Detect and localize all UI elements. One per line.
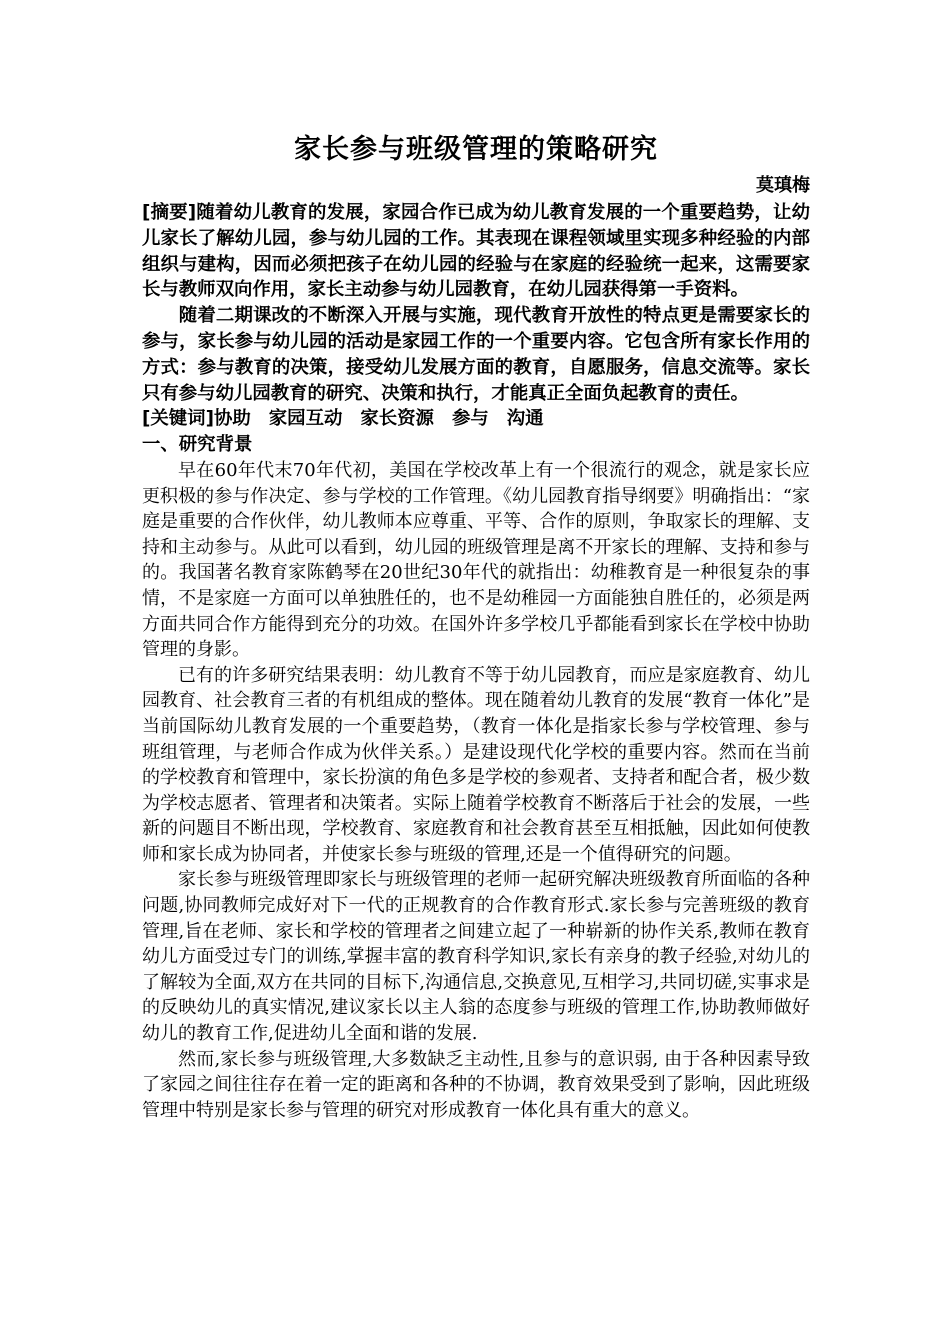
- body-paragraph: 早在60年代末70年代初，美国在学校改革上有一个很流行的观念，就是家长应更积极的参与作决定、参与学校的工作管理。《幼儿园教育指导纲要》明确指出：“家庭是重要的合作伙伴，幼儿教师本应尊重、平等、合作的原则，争取家长的理解、支持和主动参与。从此可以看到，幼儿园的班级管理是离不开家长的理解、支持和参与的。我国著名教育家陈鹤琴在20世纪30年代的就指出：幼稚教育是一种很复杂的事情，不是家庭一方面可以单独胜任的，也不是幼稚园一方面能独自胜任的，必须是两方面共同合作方能得到充分的功效。在国外许多学校几乎都能看到家长在学校中协助管理的身影。: [142, 459, 810, 661]
- keyword: 参与: [451, 408, 489, 430]
- body-paragraph: 然而,家长参与班级管理,大多数缺乏主动性,且参与的意识弱, 由于各种因素导致了家园之间往往存在着一定的距离和各种的不协调，教育效果受到了影响，因此班级管理中特别是家长参与管理的研究对形成教育一体化具有重大的意义。: [142, 1048, 810, 1121]
- document-page: [142, 128, 810, 1123]
- document-title: 家长参与班级管理的策略研究: [294, 134, 658, 165]
- body-paragraph: 已有的许多研究结果表明：幼儿教育不等于幼儿园教育，而应是家庭教育、幼儿园教育、社会教育三者的有机组成的整体。现在随着幼儿教育的发展“教育一体化”是当前国际幼儿教育发展的一个重要趋势，（教育一体化是指家长参与学校管理、参与班组管理，与老师合作成为伙伴关系。）是建设现代化学校的重要内容。然而在当前的学校教育和管理中，家长扮演的角色多是学校的参观者、支持者和配合者，极少数为学校志愿者、管理者和决策者。实际上随着学校教育不断落后于社会的发展，一些新的问题目不断出现，学校教育、家庭教育和社会教育甚至互相抵触，因此如何使教师和家长成为协同者，并使家长参与班级的管理,还是一个值得研究的问题。: [142, 664, 810, 865]
- abstract-label: [摘要]: [142, 202, 197, 223]
- keywords-label: [关键词]: [142, 408, 214, 430]
- keywords-line: [142, 406, 810, 432]
- keyword: 家园互动: [268, 408, 343, 430]
- keyword: 家长资源: [360, 408, 434, 430]
- section-heading: 一、研究背景: [142, 434, 253, 456]
- keyword: 沟通: [506, 408, 544, 430]
- abstract-text: 随着幼儿教育的发展，家园合作已成为幼儿教育发展的一个重要趋势，让幼儿家长了解幼儿园，参与幼儿园的工作。其表现在课程领域里实现多种经验的内部组织与建构，因而必须把孩子在幼儿园的经验与在家庭的经验统一起来，这需要家长与教师双向作用，家长主动参与幼儿园教育，在幼儿园获得第一手资料。: [142, 202, 810, 301]
- keyword: 协助: [213, 408, 251, 430]
- abstract-paragraph-2: 随着二期课改的不断深入开展与实施，现代教育开放性的特点更是需要家长的参与，家长参与幼儿园的活动是家园工作的一个重要内容。它包含所有家长作用的方式：参与教育的决策，接受幼儿发展方面的教育，自愿服务，信息交流等。家长只有参与幼儿园教育的研究、决策和执行，才能真正全面负起教育的责任。: [142, 305, 810, 404]
- body-paragraph: 家长参与班级管理即家长与班级管理的老师一起研究解决班级教育所面临的各种问题,协同教师完成好对下一代的正规教育的合作教育形式.家长参与完善班级的教育管理,旨在老师、家长和学校的管理者之间建立起了一种崭新的协作关系,教师在教育幼儿方面受过专门的训练,掌握丰富的教育科学知识,家长有亲身的教子经验,对幼儿的了解较为全面,双方在共同的目标下,沟通信息,交换意见,互相学习,共同切磋,实事求是的反映幼儿的真实情况,建议家长以主人翁的态度参与班级的管理工作,协助教师做好幼儿的教育工作,促进幼儿全面和谐的发展.: [142, 869, 810, 1045]
- abstract-paragraph: [142, 200, 810, 303]
- author-name: 莫瑱梅: [756, 175, 810, 196]
